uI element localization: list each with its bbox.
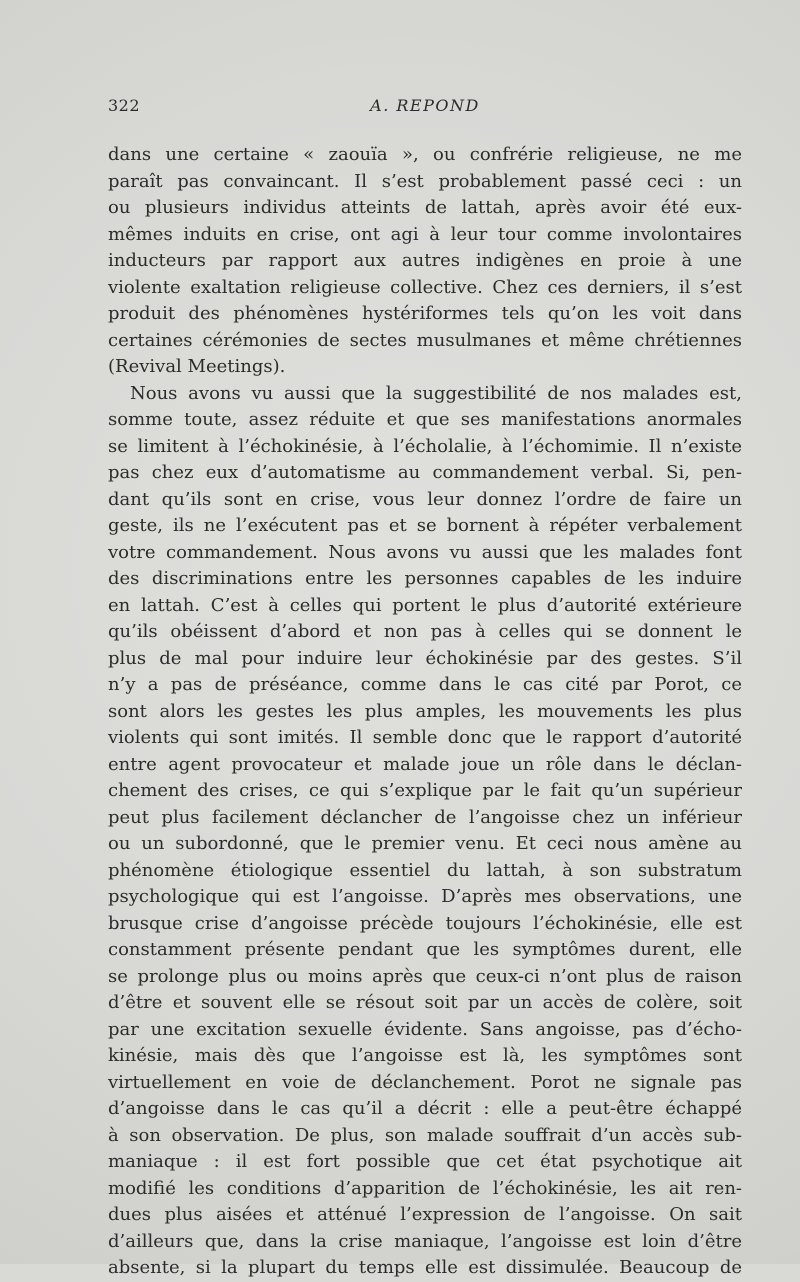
body-text xyxy=(108,142,742,1282)
text-line: mêmes induits en crise, ont agi à leur tour comme involontaires xyxy=(108,223,742,245)
text-line: dant qu’ils sont en crise, vous leur donnez l’ordre de faire un xyxy=(108,488,742,510)
page-header xyxy=(108,96,742,120)
text-line: chement des crises, ce qui s’explique par le fait qu’un supérieur xyxy=(108,780,742,801)
text-line: geste, ils ne l’exécutent pas et se bornent à répéter verbalement xyxy=(108,515,742,536)
text-line: pas chez eux d’automatisme au commandement verbal. Si, pen- xyxy=(108,462,742,483)
text-line: certaines cérémonies de sectes musulmanes et même chrétiennes xyxy=(108,329,742,351)
text-line: d’angoisse dans le cas qu’il a décrit : elle a peut-être échappé xyxy=(108,1098,742,1119)
text-line: d’ailleurs que, dans la crise maniaque, l’angoisse est loin d’être xyxy=(108,1230,742,1252)
text-line: violents qui sont imités. Il semble donc que le rapport d’autorité xyxy=(108,727,742,748)
text-line: n’y a pas de préséance, comme dans le cas cité par Porot, ce xyxy=(108,674,742,695)
text-line: paraît pas convaincant. Il s’est probablement passé ceci : un xyxy=(108,170,742,192)
text-line: modifié les conditions d’apparition de l’échokinésie, les ait ren- xyxy=(108,1177,742,1199)
text-line: sont alors les gestes les plus amples, les mouvements les plus xyxy=(108,700,742,722)
text-line: votre commandement. Nous avons vu aussi que les malades font xyxy=(108,541,742,563)
text-line: maniaque : il est fort possible que cet état psychotique ait xyxy=(108,1151,742,1172)
text-line: ou un subordonné, que le premier venu. Et ceci nous amène au xyxy=(108,833,742,854)
text-line: kinésie, mais dès que l’angoisse est là, les symptômes sont xyxy=(108,1045,742,1066)
text-line: psychologique qui est l’angoisse. D’après mes observations, une xyxy=(108,886,742,907)
text-line: se limitent à l’échokinésie, à l’écholalie, à l’échomimie. Il n’existe xyxy=(108,435,742,457)
text-line: Nous avons vu aussi que la suggestibilité de nos malades est, xyxy=(130,382,742,404)
text-line: à son observation. De plus, son malade souffrait d’un accès sub- xyxy=(108,1124,742,1146)
text-line: (Revival Meetings). xyxy=(108,356,286,377)
paragraph-1 xyxy=(108,142,742,381)
text-line: dues plus aisées et atténué l’expression de l’angoisse. On sait xyxy=(108,1204,742,1225)
text-line: par une excitation sexuelle évidente. Sans angoisse, pas d’écho- xyxy=(108,1018,742,1040)
text-line: violente exaltation religieuse collective. Chez ces derniers, il s’est xyxy=(108,276,742,298)
text-line: des discriminations entre les personnes capables de les induire xyxy=(108,568,742,589)
text-line: d’être et souvent elle se résout soit par un accès de colère, soit xyxy=(108,992,742,1013)
text-line: inducteurs par rapport aux autres indigènes en proie à une xyxy=(108,250,742,271)
text-line: peut plus facilement déclancher de l’angoisse chez un inférieur xyxy=(108,806,742,828)
page-number: 322 xyxy=(108,96,141,115)
text-line: absente, si la plupart du temps elle est dissimulée. Beaucoup de xyxy=(108,1257,742,1278)
text-line: ou plusieurs individus atteints de lattah, après avoir été eux- xyxy=(108,197,742,218)
text-line: en lattah. C’est à celles qui portent le plus d’autorité extérieure xyxy=(108,594,742,616)
paragraph-2 xyxy=(108,381,742,1282)
text-line: phénomène étiologique essentiel du lattah, à son substratum xyxy=(108,859,742,881)
text-line: constamment présente pendant que les symptômes durent, elle xyxy=(108,939,742,960)
text-line: produit des phénomènes hystériformes tels qu’on les voit dans xyxy=(108,303,742,324)
text-line: plus de mal pour induire leur échokinésie par des gestes. S’il xyxy=(108,647,742,669)
text-line: entre agent provocateur et malade joue un rôle dans le déclan- xyxy=(108,753,742,775)
text-line: se prolonge plus ou moins après que ceux-ci n’ont plus de raison xyxy=(108,965,742,987)
text-line: virtuellement en voie de déclanchement. Porot ne signale pas xyxy=(108,1071,742,1093)
text-line: brusque crise d’angoisse précède toujours l’échokinésie, elle est xyxy=(108,912,742,934)
text-line: dans une certaine « zaouïa », ou confrérie religieuse, ne me xyxy=(108,144,742,165)
text-line: somme toute, assez réduite et que ses manifestations anormales xyxy=(108,409,742,430)
text-line: qu’ils obéissent d’abord et non pas à celles qui se donnent le xyxy=(108,621,742,642)
running-head: A. REPOND xyxy=(370,96,480,115)
